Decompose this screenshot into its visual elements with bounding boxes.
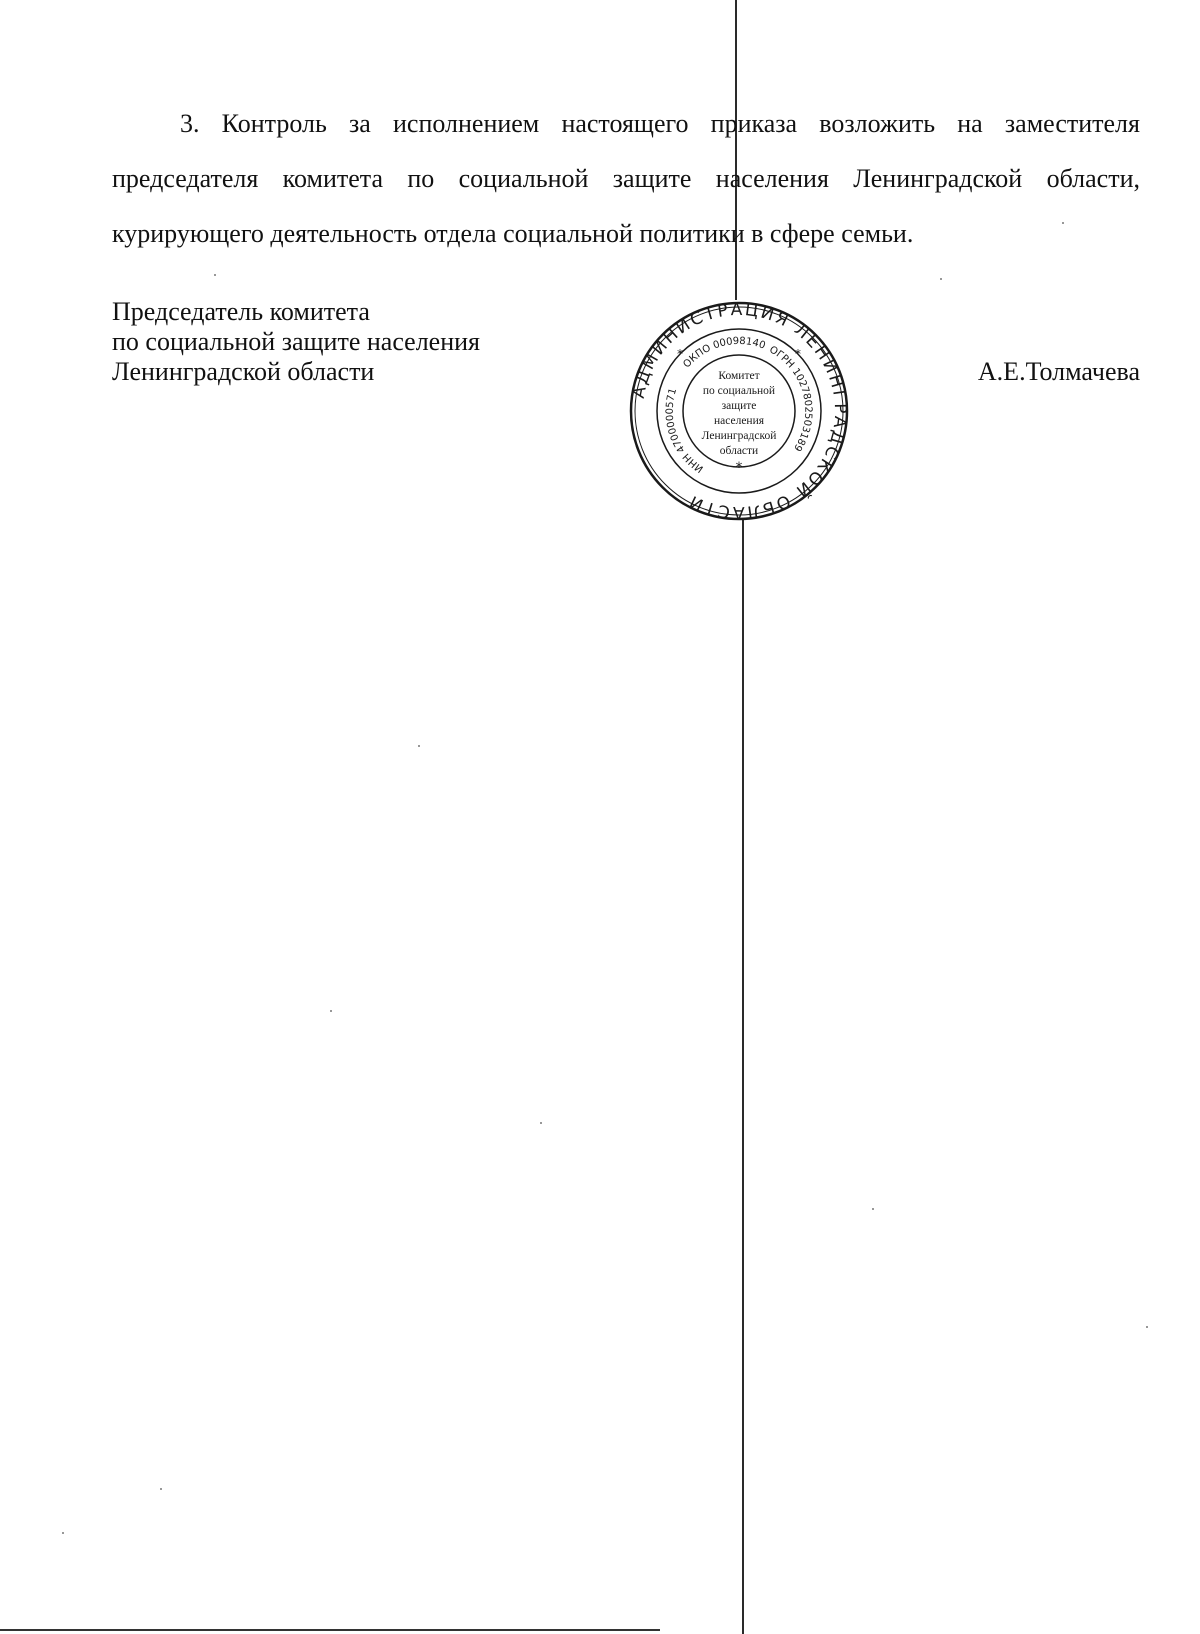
seal-inn: ИНН 4700000571 [664,387,706,475]
seal-okpo: ОКПО 00098140 [681,335,767,371]
signer-title-line-3: Ленинградской области [112,357,375,386]
seal-center-line-5: Ленинградской [701,430,777,442]
scan-speck [214,274,216,276]
seal-center-line-6: области [719,445,759,457]
seal-star-right: * [795,347,801,361]
seal-ogrn: ОГРН 1027802503189 [767,344,814,453]
scan-speck [1146,1326,1148,1328]
scan-speck [62,1532,64,1534]
seal-center-line-2: по социальной [702,385,776,397]
svg-text:ИНН 4700000571 [665,387,706,474]
seal-center-line-4: населения [713,415,765,427]
official-seal-stamp [628,300,850,522]
scan-speck [1062,222,1064,224]
seal-outer-text: АДМИНИСТРАЦИЯ ЛЕНИНГРАДСКОЙ ОБЛАСТИ [628,300,850,522]
signer-title-line-2: по социальной защите населения [112,327,481,356]
order-paragraph-3: 3. Контроль за исполнением настоящего приказа возложить на заместителя председателя комитета по социальной защите населения Ленинградской области, курирующего деятельность отдела социальной политики в сфере семьи. [112,109,1140,248]
scan-speck [872,1208,874,1210]
signer-name: А.Е.Толмачева [977,357,1140,386]
svg-text:ОКПО 00098140 [681,336,766,370]
scan-fold-line-bottom [742,520,744,1634]
seal-star-bottom: * [735,460,743,476]
bottom-edge-line [0,1629,660,1631]
scan-speck [160,1488,162,1490]
scan-speck [418,745,420,747]
scan-speck [330,1010,332,1012]
signer-title [112,297,480,387]
scan-speck [540,1122,542,1124]
seal-star-left: * [677,347,683,361]
scan-speck [940,278,942,280]
signer-title-line-1: Председатель комитета [112,297,370,326]
seal-center-line-3: защите [721,400,757,412]
seal-center-line-1: Комитет [718,370,760,382]
